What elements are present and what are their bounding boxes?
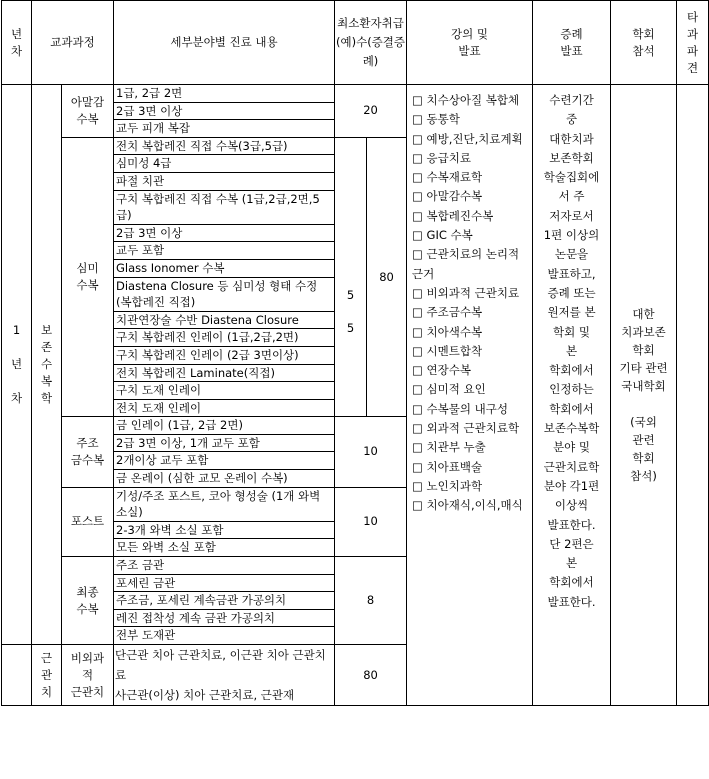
- detail-item: 구치 복합레진 직접 수복 (1급,2급,2면,5급): [114, 191, 334, 225]
- detail-item: 포세린 금관: [114, 575, 334, 593]
- endo-department: 근 관 치: [32, 645, 62, 706]
- detail-item: 교두 포함: [114, 242, 334, 260]
- sub-minimum: [335, 237, 366, 254]
- group-esthetic-items: [114, 137, 335, 417]
- header-lecture: 강의 및 발표: [407, 1, 533, 85]
- detail-item: 기성/주조 포스트, 코아 형성술 (1개 와벽 소실): [114, 488, 334, 522]
- lecture-item: □ 비외과적 근관치료: [412, 285, 520, 300]
- society-line: (국외: [630, 415, 657, 429]
- detail-item: 전치 도재 인레이: [116, 400, 202, 415]
- lecture-item: □ 연장수복: [412, 363, 471, 378]
- presentation-line: 보존수복학: [543, 421, 600, 436]
- endo-items: 단근관 치아 근관치료, 이근관 치아 근관치료 사근관(이상) 치아 근관치료, 근관재: [114, 645, 335, 706]
- group-gold-items: [114, 417, 335, 487]
- lecture-item: □ 치관부 누출: [412, 440, 486, 455]
- lecture-item: □ 치아표백술: [412, 459, 483, 474]
- sub-minimum: [335, 254, 366, 271]
- detail-item: 2개이상 교두 포함: [114, 452, 334, 470]
- lecture-item: □ 시멘트합착: [412, 343, 483, 358]
- presentation-line: 학회에서: [549, 363, 594, 378]
- detail-item: 구치 복합레진 인레이 (2급 3면이상): [114, 347, 334, 365]
- group-post-min: 10: [335, 487, 407, 556]
- presentation-line: 학술집회에: [543, 170, 600, 185]
- department-cell: 보 존 수 복 학: [32, 85, 62, 645]
- presentation-line: 수련기간: [549, 93, 594, 107]
- detail-item: 2급 3면 이상: [114, 225, 334, 243]
- group-gold-min: 10: [335, 417, 407, 487]
- presentation-line: 본: [565, 343, 578, 358]
- society-line: 국내학회: [621, 379, 666, 393]
- header-year: 년 차: [2, 1, 32, 85]
- endo-year-blank: [2, 645, 32, 706]
- group-amalgam-min: 20: [335, 85, 407, 138]
- detail-item: 2급 3면 이상: [114, 103, 334, 121]
- lecture-item: □ 수복물의 내구성: [412, 401, 508, 416]
- lecture-item: □ 근관치료의 논리적 근거: [412, 247, 520, 281]
- detail-item: 모든 와벽 소실 포함: [116, 540, 216, 555]
- presentation-line: 원저를 본: [547, 305, 596, 320]
- society-line: 관련: [632, 433, 655, 447]
- group-gold: 주조 금수복: [62, 417, 114, 487]
- presentation-line: 분야 각1편: [543, 478, 600, 493]
- society-line: 학회: [632, 451, 655, 465]
- society-line: 기타 관련: [619, 361, 668, 375]
- lecture-item: □ 복합레진수복: [412, 208, 494, 223]
- sub-minimum: [335, 221, 366, 238]
- presentation-line: 분야 및: [553, 440, 590, 455]
- group-final-items: [114, 557, 335, 645]
- detail-item: 금 인레이 (1급, 2급 2면): [114, 417, 334, 435]
- detail-item: 레진 접착성 계속 금관 가공의치: [114, 610, 334, 628]
- detail-item: 1급, 2급 2면: [114, 85, 334, 103]
- presentation-line: 보존학회: [549, 150, 594, 165]
- detail-item: 금 온레이 (심한 교모 온레이 수복): [116, 471, 288, 486]
- lecture-item: □ 노인치과학: [412, 478, 483, 493]
- sub-minimum: [335, 271, 366, 288]
- society-line: [612, 395, 675, 413]
- lecture-item: □ 주조금수복: [412, 305, 483, 320]
- lecture-item: □ 응급치료: [412, 150, 471, 165]
- detail-item: 전부 도재관: [116, 628, 176, 643]
- dispatch-cell: [677, 85, 709, 706]
- lecture-item: □ 수복재료학: [412, 170, 483, 185]
- presentation-line: 단 2편은: [549, 536, 594, 551]
- group-final: 최종 수복: [62, 557, 114, 645]
- sub-minimum: 5: [346, 288, 355, 303]
- presentation-line: 근관치료학: [543, 459, 600, 474]
- society-line: 치과보존: [621, 325, 666, 339]
- society-line: 대한: [632, 307, 655, 321]
- header-dispatch: 타 과 파 견: [677, 1, 709, 85]
- presentation-line: 서 주: [558, 189, 585, 204]
- detail-item: 주조금, 포세린 계속금관 가공의치: [114, 592, 334, 610]
- sub-minimum: [335, 154, 366, 171]
- lecture-item: □ GIC 수복: [412, 228, 473, 243]
- endo-group: 비외과 적 근관치: [62, 645, 114, 706]
- presentation-line: 1편 이상의: [543, 228, 600, 243]
- sub-minimum: [335, 188, 366, 205]
- group-post-items: [114, 487, 335, 556]
- detail-item: 치관연장술 수반 Diastena Closure: [114, 312, 334, 330]
- detail-item: 교두 피개 복잡: [116, 121, 190, 136]
- lecture-item: □ 동통학: [412, 112, 460, 127]
- detail-item: 구치 도재 인레이: [114, 382, 334, 400]
- group-final-min: 8: [335, 557, 407, 645]
- presentation-line: 인정하는: [549, 382, 594, 397]
- sub-minimum: 5: [346, 321, 355, 336]
- detail-item: 구치 복합레진 인레이 (1급,2급,2면): [114, 329, 334, 347]
- sub-minimum: [335, 337, 366, 354]
- sub-minimum: [335, 304, 366, 321]
- presentation-line: 본: [565, 556, 578, 571]
- lecture-item: □ 심미적 요인: [412, 382, 486, 397]
- header-society: 학회 참석: [611, 1, 677, 85]
- lecture-list: [407, 85, 533, 706]
- sub-minimum: [335, 171, 366, 188]
- detail-item: 2급 3면 이상, 1개 교두 포함: [114, 435, 334, 453]
- presentation-requirements: [533, 85, 611, 706]
- year-cell: 1 년 차: [2, 85, 32, 645]
- curriculum-table: [1, 0, 709, 706]
- group-esthetic: 심미 수복: [62, 137, 114, 417]
- presentation-line: 대한치과: [549, 131, 594, 146]
- header-detail: 세부분야별 진료 내용: [114, 1, 335, 85]
- sub-minimum: [335, 354, 366, 371]
- presentation-line: 저자로서: [549, 208, 594, 223]
- presentation-line: 이상씩: [554, 498, 589, 513]
- detail-item: 2-3개 와벽 소실 포함: [114, 522, 334, 540]
- society-attendance: [611, 85, 677, 706]
- detail-item: 전치 복합레진 직접 수복(3급,5급): [114, 138, 334, 156]
- society-line: 참석): [630, 469, 657, 483]
- group-amalgam: 아말감 수복: [62, 85, 114, 138]
- group-post: 포스트: [62, 487, 114, 556]
- presentation-line: 논문을: [554, 247, 589, 262]
- lecture-item: □ 아말감수복: [412, 189, 483, 204]
- presentation-line: 중: [565, 112, 578, 127]
- detail-item: 심미성 4급: [114, 155, 334, 173]
- presentation-line: 학회 및: [553, 324, 590, 339]
- presentation-line: 발표한다.: [547, 517, 596, 532]
- lecture-item: □ 치수상아질 복합체: [412, 93, 520, 107]
- society-line: 학회: [632, 343, 655, 357]
- group-amalgam-items: [114, 85, 335, 138]
- header-presentation: 증례 발표: [533, 1, 611, 85]
- presentation-line: 학회에서: [549, 575, 594, 590]
- detail-item: 전치 복합레진 Laminate(직접): [114, 365, 334, 383]
- presentation-line: 증례 또는: [547, 285, 596, 300]
- presentation-line: 발표하고,: [547, 266, 596, 281]
- detail-item: Glass Ionomer 수복: [114, 260, 334, 278]
- lecture-item: □ 치아색수복: [412, 324, 483, 339]
- detail-item: 주조 금관: [114, 557, 334, 575]
- sub-minimum: [335, 138, 366, 155]
- sub-minimum: [335, 204, 366, 221]
- presentation-line: 학회에서: [549, 401, 594, 416]
- header-minimum: 최소환자취급(예)수(증결증례): [335, 1, 407, 85]
- presentation-line: 발표한다.: [547, 594, 596, 609]
- detail-item: Diastena Closure 등 심미성 형태 수정 (복합레진 직접): [114, 278, 334, 312]
- lecture-item: □ 외과적 근관치료학: [412, 421, 520, 436]
- detail-item: 파절 치관: [114, 173, 334, 191]
- lecture-item: □ 치아재식,이식,매식: [412, 498, 523, 513]
- group-esthetic-submins: [335, 137, 367, 417]
- endo-min: 80: [335, 645, 407, 706]
- group-esthetic-min: 80: [367, 137, 407, 417]
- header-curriculum: 교과과정: [32, 1, 114, 85]
- lecture-item: □ 예방,진단,치료계획: [412, 131, 523, 146]
